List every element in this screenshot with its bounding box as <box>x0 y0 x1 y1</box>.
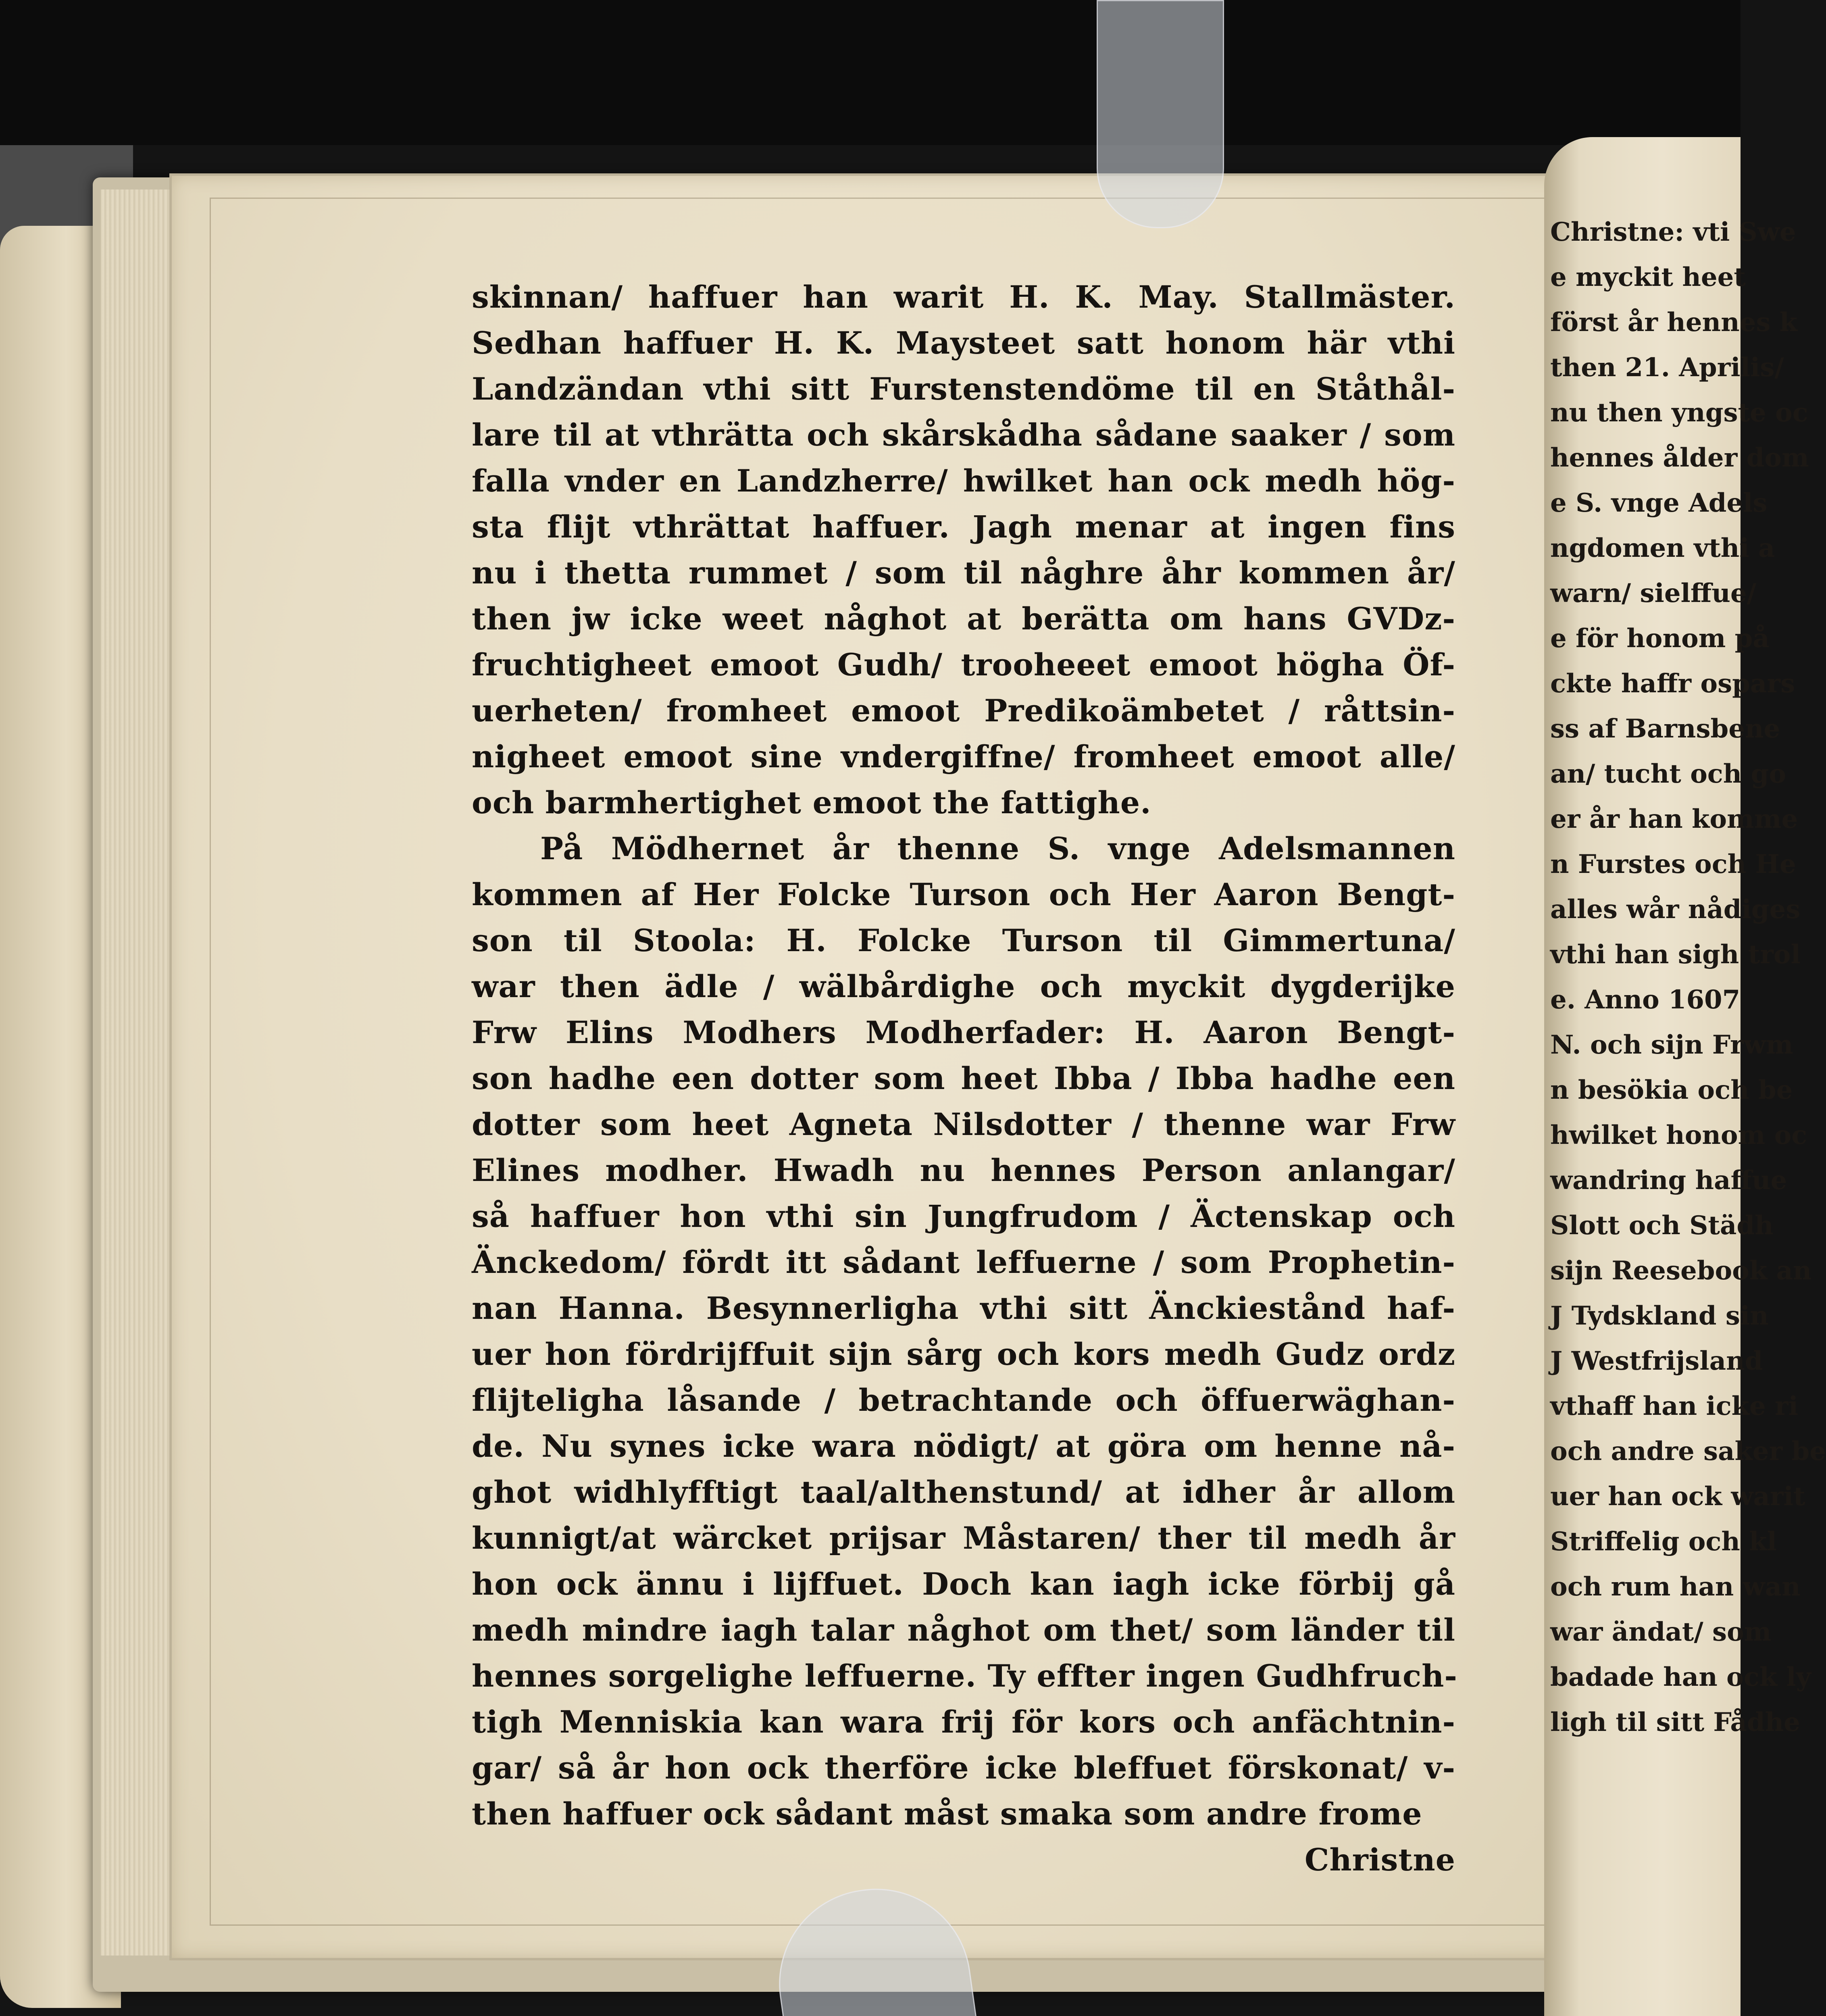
text-line: son til Stoola: H. Folcke Turson til Gimmertuna/ <box>472 923 1455 958</box>
backdrop <box>0 0 1741 145</box>
facing-text-line: Slott och Städh <box>1550 1210 1774 1241</box>
text-line: nigheet emoot sine vndergiffne/ fromheet emoot alle/ <box>472 739 1455 775</box>
facing-text-line: J Westfrijsland <box>1550 1346 1763 1376</box>
text-line: så haffuer hon vthi sin Jungfrudom / Äctenskap och <box>472 1198 1455 1234</box>
facing-text-line: uer han ock warit <box>1550 1481 1805 1512</box>
text-line: ghot widhlyfftigt taal/althenstund/ at idher år allom <box>472 1474 1455 1510</box>
facing-text-line: hwilket honom oc <box>1550 1120 1807 1150</box>
text-line: uer hon fördrijffuit sijn sårg och kors medh Gudz ordz <box>472 1336 1455 1372</box>
facing-page-text <box>1550 210 1826 1745</box>
text-line: then haffuer ock sådant måst smaka som andre frome <box>472 1796 1422 1832</box>
text-line: nu i thetta rummet / som til någhre åhr kommen år/ <box>472 555 1455 591</box>
text-line: Sedhan haffuer H. K. Maysteet satt honom här vthi <box>472 325 1455 361</box>
facing-text-line: vthi han sigh trol <box>1550 939 1801 970</box>
text-line: falla vnder en Landzherre/ hwilket han ock medh hög- <box>472 463 1455 499</box>
facing-text-line: alles wår nådiges <box>1550 894 1801 925</box>
facing-text-line: wandring haffue <box>1550 1165 1787 1195</box>
facing-text-line: Striffelig och kl <box>1550 1527 1777 1557</box>
facing-text-line: n besökia och be <box>1550 1075 1793 1105</box>
facing-text-line: badade han ock ly <box>1550 1662 1811 1692</box>
facing-text-line: och rum han wan <box>1550 1572 1801 1602</box>
text-line: Elines modher. Hwadh nu hennes Person anlangar/ <box>472 1152 1455 1188</box>
facing-text-line: ngdomen vthi a <box>1550 533 1775 563</box>
text-line: dotter som heet Agneta Nilsdotter / thenne war Frw <box>472 1106 1455 1142</box>
text-line: På Mödhernet år thenne S. vnge Adelsmannen <box>540 831 1455 866</box>
text-line: gar/ så år hon ock therföre icke bleffuet förskonat/ v- <box>472 1750 1455 1786</box>
text-line: hennes sorgelighe leffuerne. Ty effter ingen Gudhfruch- <box>472 1658 1457 1694</box>
text-line: kommen af Her Folcke Turson och Her Aaron Bengt- <box>472 877 1455 912</box>
text-line: then jw icke weet någhot at berätta om hans GVDz- <box>472 601 1455 637</box>
text-line: tigh Menniskia kan wara frij för kors och anfächtnin- <box>472 1704 1455 1740</box>
facing-text-line: warn/ sielffue/ <box>1550 578 1756 608</box>
text-line: Landzändan vthi sitt Furstenstendöme til en Ståthål- <box>472 371 1455 407</box>
text-line: Änckedom/ fördt itt sådant leffuerne / som Prophetin- <box>472 1244 1455 1280</box>
facing-text-line: er år han komme <box>1550 804 1798 834</box>
text-line: fruchtigheet emoot Gudh/ trooheeet emoot högha Öf- <box>472 647 1455 683</box>
facing-text-line: N. och sijn Frwm <box>1550 1030 1793 1060</box>
facing-text-line: Christne: vti Swe <box>1550 217 1796 247</box>
facing-text-line: ckte haffr ospars <box>1550 669 1795 699</box>
text-line: hon ock ännu i lijffuet. Doch kan iagh icke förbij gå <box>472 1566 1455 1602</box>
text-line: sta flijt vthrättat haffuer. Jagh menar at ingen fins <box>472 509 1455 545</box>
text-line: kunnigt/at wärcket prijsar Måstaren/ ther til medh år <box>472 1520 1455 1556</box>
page-text-block <box>472 274 1455 1883</box>
text-line: war then ädle / wälbårdighe och myckit dygderijke <box>472 968 1455 1004</box>
text-line: lare til at vthrätta och skårskådha sådane saaker / som <box>472 417 1455 453</box>
text-line: Frw Elins Modhers Modherfader: H. Aaron Bengt- <box>472 1014 1455 1050</box>
facing-text-line: e för honom på <box>1550 623 1770 654</box>
facing-text-line: war ändat/ som <box>1550 1617 1772 1647</box>
catchword: Christne <box>1304 1842 1455 1878</box>
facing-text-line: n Furstes och He <box>1550 849 1796 879</box>
facing-text-line: först år hennes k <box>1550 307 1797 337</box>
text-line: uerheten/ fromheet emoot Predikoämbetet / råttsin- <box>472 693 1455 729</box>
text-line: nan Hanna. Besynnerligha vthi sitt Änckiestånd haf- <box>472 1290 1455 1326</box>
text-line: skinnan/ haffuer han warit H. K. May. Stallmäster. <box>472 279 1455 315</box>
facing-text-line: ss af Barnsbene <box>1550 714 1780 744</box>
text-line: och barmhertighet emoot the fattighe. <box>472 785 1151 821</box>
facing-text-line: nu then yngste oc <box>1550 398 1808 428</box>
text-line: de. Nu synes icke wara nödigt/ at göra om henne nå- <box>472 1428 1455 1464</box>
facing-text-line: och andre saker be <box>1550 1436 1826 1466</box>
text-line: flijteligha låsande / betrachtande och öffuerwäghan- <box>472 1382 1455 1418</box>
text-line: son hadhe een dotter som heet Ibba / Ibba hadhe een <box>472 1060 1455 1096</box>
facing-text-line: vthaff han icke ri <box>1550 1391 1799 1421</box>
facing-text-line: e myckit heet <box>1550 262 1746 292</box>
facing-text-line: J Tydskland sin <box>1550 1301 1769 1331</box>
facing-text-line: then 21. Aprilis/ <box>1550 352 1784 383</box>
text-line: medh mindre iagh talar någhot om thet/ som länder til <box>472 1612 1455 1648</box>
facing-text-line: e. Anno 1607 <box>1550 985 1741 1015</box>
facing-text-line: sijn Reesebook an <box>1550 1256 1812 1286</box>
page-holder-clip-top <box>1097 0 1224 228</box>
facing-text-line: e S. vnge Adels <box>1550 488 1768 518</box>
facing-text-line: an/ tucht och go <box>1550 759 1786 789</box>
facing-text-line: ligh til sitt Fådhe <box>1550 1707 1800 1737</box>
facing-text-line: hennes ålder dom <box>1550 443 1809 473</box>
